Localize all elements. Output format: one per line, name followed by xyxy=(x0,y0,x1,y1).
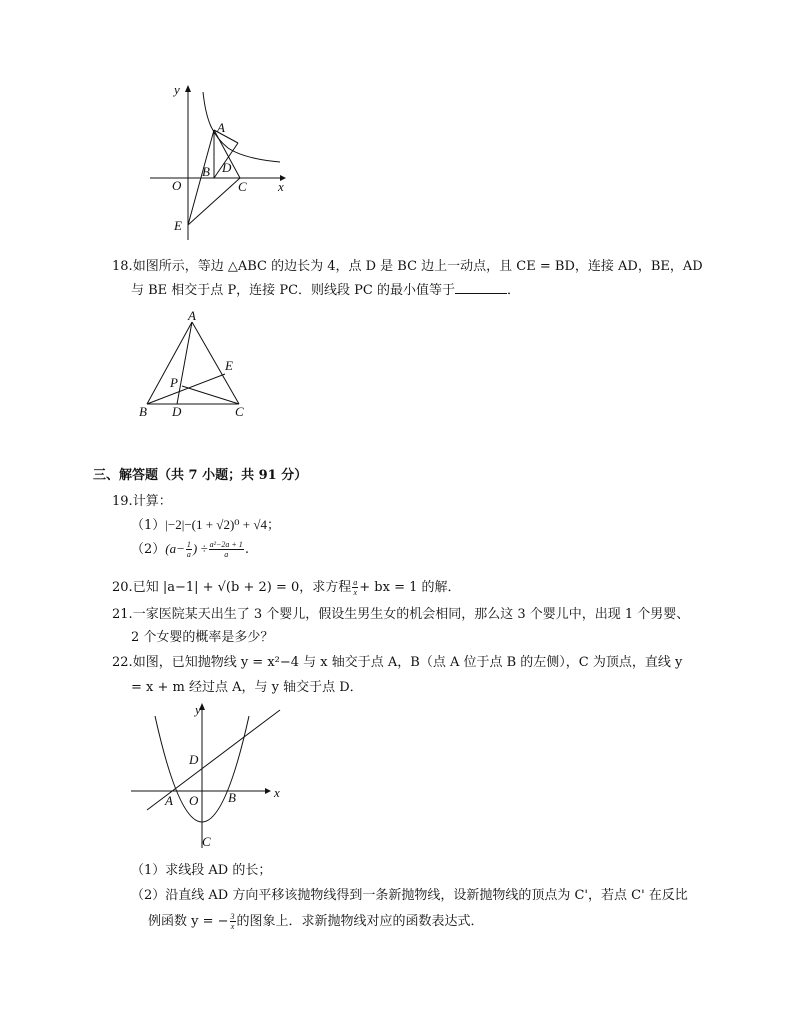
q22-number: 22. xyxy=(112,655,133,670)
fig17-label-O: O xyxy=(172,178,182,193)
q19-title: 计算： xyxy=(132,494,172,509)
q18-answer-blank xyxy=(455,281,507,294)
q19-p2-frac1-den: a xyxy=(186,550,191,559)
q19-p2-label: （2） xyxy=(131,542,166,557)
q18-line2: 与 BE 相交于点 P，连接 PC．则线段 PC 的最小值等于 xyxy=(131,283,455,298)
figure-q22 xyxy=(125,698,290,850)
fig22-label-A: A xyxy=(165,793,173,808)
question-19 xyxy=(112,490,172,509)
q22-p2-frac-den: x xyxy=(230,922,235,931)
fig18-label-D: D xyxy=(172,404,182,419)
q20-number: 20. xyxy=(112,580,133,595)
q19-p2-b: ) ÷ xyxy=(192,541,208,556)
q20-text-b: + bx = 1 的解． xyxy=(359,580,461,595)
q18-line2-end: ． xyxy=(506,283,520,298)
fig18-label-C: C xyxy=(235,404,244,419)
fig17-label-y: y xyxy=(174,82,180,97)
fig22-label-O: O xyxy=(189,793,199,808)
q22-p2-frac xyxy=(230,912,236,931)
question-18 xyxy=(112,255,703,274)
fig22-label-D: D xyxy=(189,752,199,767)
q18-line2-row xyxy=(131,279,520,298)
q20-frac-num: a xyxy=(353,578,358,587)
q22-line2: = x + m 经过点 A，与 y 轴交于点 D． xyxy=(131,680,363,695)
q20-text-a: 已知 |a−1| + √(b + 2) = 0，求方程 xyxy=(132,580,352,595)
q22-line1: 如图，已知抛物线 y = x²−4 与 x 轴交于点 A，B（点 A 位于点 B 的左侧），C 为顶点，直线 y xyxy=(132,655,683,670)
q20-frac xyxy=(352,578,358,597)
q19-p1-expr: |−2|−(1 + √2)⁰ + √4； xyxy=(165,517,280,532)
figure-q17 xyxy=(140,80,300,245)
q19-p2-a: (a− xyxy=(165,541,185,556)
figure-q18 xyxy=(135,310,255,422)
q19-p2-frac1-num: 1 xyxy=(186,540,191,549)
side-AB xyxy=(147,322,192,404)
fig18-label-P: P xyxy=(170,375,178,390)
q19-part2 xyxy=(131,538,249,559)
fig18-label-A: A xyxy=(188,310,196,323)
q19-p2-frac2-num: a²−2a + 1 xyxy=(209,540,243,549)
q21-line2: 2 个女婴的概率是多少？ xyxy=(131,630,274,645)
segment-BE xyxy=(147,374,225,404)
fig17-label-A: A xyxy=(217,120,225,135)
q22-p2-line2b: 的图象上．求新抛物线对应的函数表达式． xyxy=(236,914,484,929)
question-20 xyxy=(112,576,461,597)
q22-part2-line2 xyxy=(148,910,484,931)
q19-p2-frac1 xyxy=(186,540,192,559)
fig22-label-C: C xyxy=(202,834,211,849)
hyperbola-curve xyxy=(203,92,280,162)
fig18-label-B: B xyxy=(139,404,147,419)
q19-number: 19. xyxy=(112,494,133,509)
q22-p2-frac-num: 3 xyxy=(230,912,235,921)
fig18-label-E: E xyxy=(225,358,233,373)
fig17-label-E: E xyxy=(174,218,182,233)
segment-EC xyxy=(188,178,240,225)
q22-part2-line1: （2）沿直线 AD 方向平移该抛物线得到一条新抛物线，设新抛物线的顶点为 C'，若点 C' 在反比 xyxy=(131,888,688,903)
q22-part1: （1）求线段 AD 的长； xyxy=(131,863,272,878)
q19-p1-label: （1） xyxy=(131,518,166,533)
fig17-label-x: x xyxy=(278,179,284,194)
fig17-label-C: C xyxy=(238,179,247,194)
fig22-label-B: B xyxy=(228,790,236,805)
q19-p2-frac2 xyxy=(209,540,244,559)
fig22-label-y: y xyxy=(195,702,201,717)
fig17-label-D: D xyxy=(222,160,232,175)
q20-frac-den: x xyxy=(353,588,358,597)
q18-number: 18. xyxy=(112,259,133,274)
q19-part1 xyxy=(131,514,280,533)
fig22-label-x: x xyxy=(274,785,280,800)
fig17-label-B: B xyxy=(202,164,210,179)
question-21 xyxy=(112,603,689,622)
q22-p2-line2a: 例函数 y = − xyxy=(148,914,229,929)
y-axis-arrow xyxy=(185,85,191,92)
q19-p2-end: . xyxy=(244,542,249,557)
q21-number: 21. xyxy=(112,607,133,622)
q21-line1: 一家医院某天出生了 3 个婴儿，假设生男生女的机会相同，那么这 3 个婴儿中，出现 1 个男婴、 xyxy=(132,607,690,622)
section-heading: 三、解答题（共 7 小题；共 91 分） xyxy=(93,468,308,483)
question-22 xyxy=(112,651,682,670)
q18-line1: 如图所示，等边 △ABC 的边长为 4，点 D 是 BC 边上一动点，且 CE = BD，连接 AD，BE，AD xyxy=(132,259,703,274)
x-axis-arrow xyxy=(265,788,271,794)
q19-p2-frac2-den: a xyxy=(224,550,229,559)
